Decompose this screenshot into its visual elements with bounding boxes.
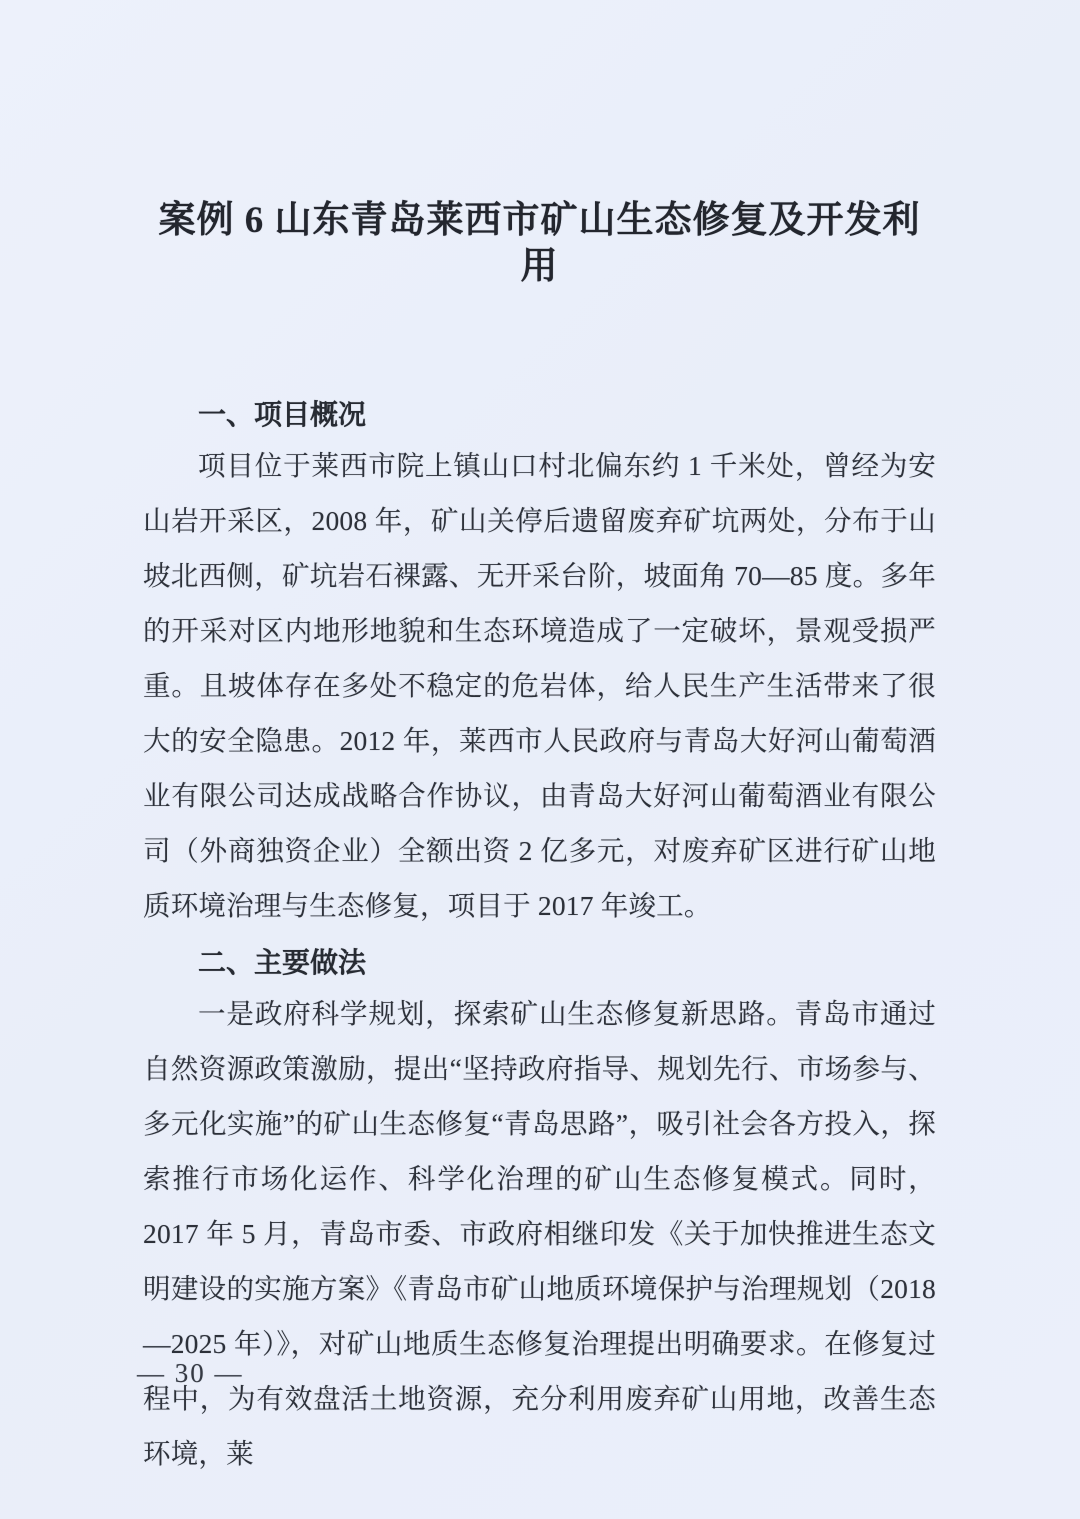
section-heading-project-overview: 一、项目概况 — [198, 399, 367, 430]
section-heading-main-practices: 二、主要做法 — [198, 947, 367, 978]
paragraph-project-overview: 项目位于莱西市院上镇山口村北偏东约 1 千米处，曾经为安山岩开采区，2008 年，矿山关停后遗留废弃矿坑两处，分布于山坡北西侧，矿坑岩石裸露、无开采台阶，坡面角 70—85 度。多年的开采对区内地形地貌和生态环境造成了一定破坏，景观受损严重。且坡体存在多处不稳定的危岩体，给人民生产生活带来了很大的安全隐患。2012 年，莱西市人民政府与青岛大好河山葡萄酒业有限公司达成战略合作协议，由青岛大好河山葡萄酒业有限公司（外商独资企业）全额出资 2 亿多元，对废弃矿区进行矿山地质环境治理与生态修复，项目于 2017 年竣工。 — [143, 450, 936, 921]
page-number: — 30 — — [137, 1358, 244, 1388]
page-title: 案例 6 山东青岛莱西市矿山生态修复及开发利用 — [158, 200, 921, 287]
paragraph-main-practices: 一是政府科学规划，探索矿山生态修复新思路。青岛市通过自然资源政策激励，提出“坚持政府指导、规划先行、市场参与、多元化实施”的矿山生态修复“青岛思路”，吸引社会各方投入，探索推行市场化运作、科学化治理的矿山生态修复模式。同时，2017 年 5 月，青岛市委、市政府相继印发《关于加快推进生态文明建设的实施方案》《青岛市矿山地质环境保护与治理规划（2018—2025 年）》，对矿山地质生态修复治理提出明确要求。在修复过程中，为有效盘活土地资源，充分利用废弃矿山用地，改善生态环境，莱 — [143, 998, 936, 1469]
